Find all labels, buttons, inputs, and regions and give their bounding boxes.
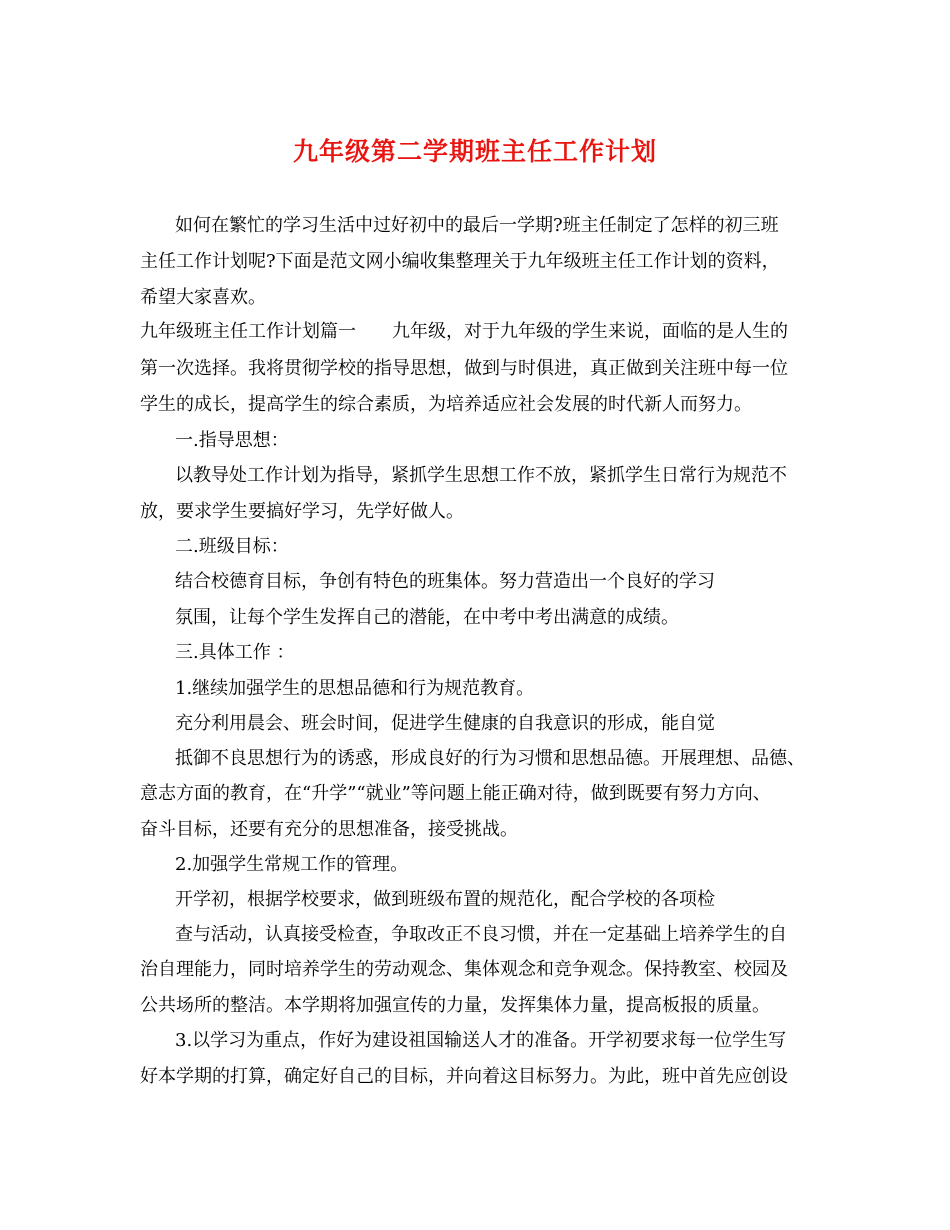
body-line: 结合校德育目标，争创有特色的班集体。努力营造出一个良好的学习 bbox=[175, 571, 715, 592]
body-line: 开学初，根据学校要求，做到班级布置的规范化，配合学校的各项检 bbox=[175, 889, 715, 910]
section-heading: 二.班级目标： bbox=[175, 536, 289, 557]
section-heading: 三.具体工作 ： bbox=[175, 642, 295, 663]
body-line: 放，要求学生要搞好学习，先学好做人。 bbox=[140, 501, 464, 522]
body-line: 九年级班主任工作计划篇一 九年级，对于九年级的学生来说，面临的是人生的 bbox=[140, 321, 788, 342]
body-line: 意志方面的教育，在“升学”“就业”等问题上能正确对待，做到既要有努力方向、 bbox=[140, 783, 771, 804]
document-title: 九年级第二学期班主任工作计划 bbox=[292, 137, 657, 166]
list-item-heading: 2.加强学生常规工作的管理。 bbox=[175, 854, 409, 875]
body-line: 学生的成长，提高学生的综合素质，为培养适应社会发展的时代新人而努力。 bbox=[140, 394, 752, 415]
body-line: 主任工作计划呢?下面是范文网小编收集整理关于九年级班主任工作计划的资料， bbox=[140, 251, 780, 272]
section-heading: 一.指导思想： bbox=[175, 430, 289, 451]
body-line: 希望大家喜欢。 bbox=[140, 287, 266, 308]
body-line: 第一次选择。我将贯彻学校的指导思想，做到与时俱进，真正做到关注班中每一位 bbox=[140, 358, 788, 379]
body-line: 充分利用晨会、班会时间，促进学生健康的自我意识的形成，能自觉 bbox=[175, 713, 715, 734]
body-line: 奋斗目标，还要有充分的思想准备，接受挑战。 bbox=[140, 819, 518, 840]
body-line: 如何在繁忙的学习生活中过好初中的最后一学期?班主任制定了怎样的初三班 bbox=[175, 215, 779, 236]
body-line: 以教导处工作计划为指导，紧抓学生思想工作不放，紧抓学生日常行为规范不 bbox=[175, 465, 787, 486]
body-line: 抵御不良思想行为的诱惑，形成良好的行为习惯和思想品德。开展理想、品德、 bbox=[175, 748, 805, 769]
body-line: 查与活动，认真接受检查，争取改正不良习惯，并在一定基础上培养学生的自 bbox=[175, 924, 787, 945]
list-item-heading: 3.以学习为重点，作好为建设祖国输送人才的准备。开学初要求每一位学生写 bbox=[175, 1030, 787, 1051]
list-item-heading: 1.继续加强学生的思想品德和行为规范教育。 bbox=[175, 678, 535, 699]
body-line: 治自理能力，同时培养学生的劳动观念、集体观念和竞争观念。保持教室、校园及 bbox=[140, 959, 788, 980]
body-line: 公共场所的整洁。本学期将加强宣传的力量，发挥集体力量，提高板报的质量。 bbox=[140, 995, 770, 1016]
body-line: 氛围，让每个学生发挥自己的潜能，在中考中考出满意的成绩。 bbox=[175, 607, 679, 628]
body-line: 好本学期的打算，确定好自己的目标，并向着这目标努力。为此，班中首先应创设 bbox=[140, 1066, 788, 1087]
